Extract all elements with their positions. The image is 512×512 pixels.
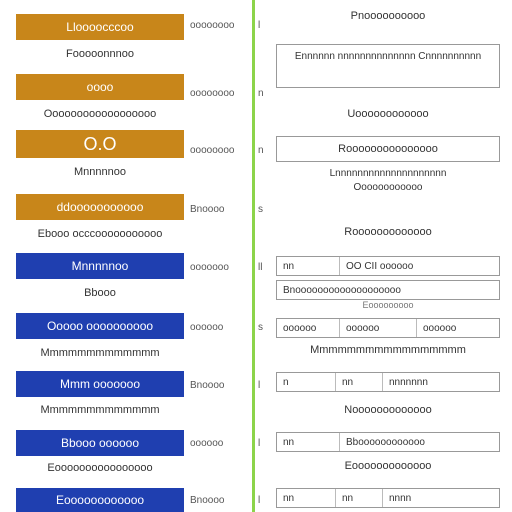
left-sub-4: Ebooo occcooooooooooo: [37, 228, 163, 240]
row-caption: Mmmmmmmmmmmmmmmmm: [310, 344, 466, 356]
right-note-line1: Lnnnnnnnnnnnnnnnnnnnn: [329, 168, 447, 179]
table-cell: nn: [336, 489, 383, 507]
table-cell: Bnooooooooooooooooooo: [283, 284, 401, 296]
table-row[interactable]: [276, 256, 500, 276]
table-cell: nn: [277, 433, 340, 451]
left-sub-6: Mmmmmmmmmmmmm: [40, 347, 160, 359]
table-row[interactable]: [276, 432, 500, 452]
mid-label-9: Bnoooo: [190, 495, 225, 506]
table-row[interactable]: [276, 488, 500, 508]
mid-label-7: Bnoooo: [190, 380, 225, 391]
row-caption: Eooooooooooooo: [344, 460, 432, 472]
table-cell: oooooo: [340, 319, 417, 337]
table-row[interactable]: [276, 280, 500, 300]
mid-tick-2: n: [258, 88, 264, 99]
mid-label-2: oooooooo: [190, 88, 235, 99]
right-subtitle: Uoooooooooooo: [347, 108, 429, 120]
table-cell: nn: [336, 373, 383, 391]
left-button-6[interactable]: Ooooo oooooooooo: [16, 313, 184, 339]
row-caption: Nooooooooooooo: [344, 404, 432, 416]
table-cell: n: [277, 373, 336, 391]
left-sub-1: Fooooonnnoo: [66, 48, 134, 60]
table-cell: OO CII oooooo: [346, 260, 414, 272]
column-divider[interactable]: [252, 0, 255, 512]
mid-label-8: oooooo: [190, 438, 224, 449]
mid-tick-6: s: [258, 322, 263, 333]
left-sub-3: Mnnnnnoo: [74, 166, 126, 178]
left-button-3[interactable]: O.O: [16, 130, 184, 158]
left-sub-8: Eoooooooooooooooo: [47, 462, 153, 474]
table-cell: nnnnnnn: [389, 376, 428, 388]
mid-label-5: ooooooo: [190, 262, 229, 273]
right-info-text: Ennnnnn nnnnnnnnnnnnnn Cnnnnnnnnnn: [294, 51, 482, 62]
mid-label-1: oooooooo: [190, 20, 235, 31]
mid-tick-1: l: [258, 20, 261, 31]
mid-tick-8: l: [258, 438, 261, 449]
left-button-1[interactable]: Lloooocccoo: [16, 14, 184, 40]
table-row[interactable]: [276, 372, 500, 392]
left-button-4[interactable]: ddooooooooooo: [16, 194, 184, 220]
left-button-2[interactable]: oooo: [16, 74, 184, 100]
right-search-text: Rooooooooooooooo: [338, 143, 438, 155]
mid-tick-7: l: [258, 380, 261, 391]
mid-tick-4: s: [258, 204, 263, 215]
left-sub-5: Bbooo: [84, 287, 116, 299]
mid-tick-3: n: [258, 145, 264, 156]
mid-tick-5: ll: [258, 262, 263, 273]
left-sub-7: Mmmmmmmmmmmmm: [40, 404, 160, 416]
table-cell: Bboooooooooooo: [346, 436, 425, 448]
left-button-5[interactable]: Mnnnnnoo: [16, 253, 184, 279]
table-cell: nn: [277, 489, 336, 507]
left-button-8[interactable]: Bbooo oooooo: [16, 430, 184, 456]
right-note-line2: Oooooooooooo: [353, 182, 423, 193]
left-button-7[interactable]: Mmm ooooooo: [16, 371, 184, 397]
left-sub-2: Oooooooooooooooooo: [43, 108, 157, 120]
table-cell: oooooo: [277, 319, 340, 337]
mid-tick-9: l: [258, 495, 261, 506]
mid-label-6: oooooo: [190, 322, 224, 333]
table-row[interactable]: [276, 318, 500, 338]
mid-label-4: Bnoooo: [190, 204, 225, 215]
mid-label-3: oooooooo: [190, 145, 235, 156]
left-button-9[interactable]: Eoooooooooooo: [16, 488, 184, 512]
right-search-field[interactable]: [276, 136, 500, 162]
table-cell: nnnn: [389, 492, 412, 504]
table-cell: oooooo: [423, 322, 457, 334]
right-info-box: [276, 44, 500, 88]
row-caption: Eooooooooo: [362, 300, 414, 310]
table-cell: nn: [277, 257, 340, 275]
right-section-label: Rooooooooooooo: [344, 226, 432, 238]
right-header: Pnoooooooooo: [350, 10, 426, 22]
